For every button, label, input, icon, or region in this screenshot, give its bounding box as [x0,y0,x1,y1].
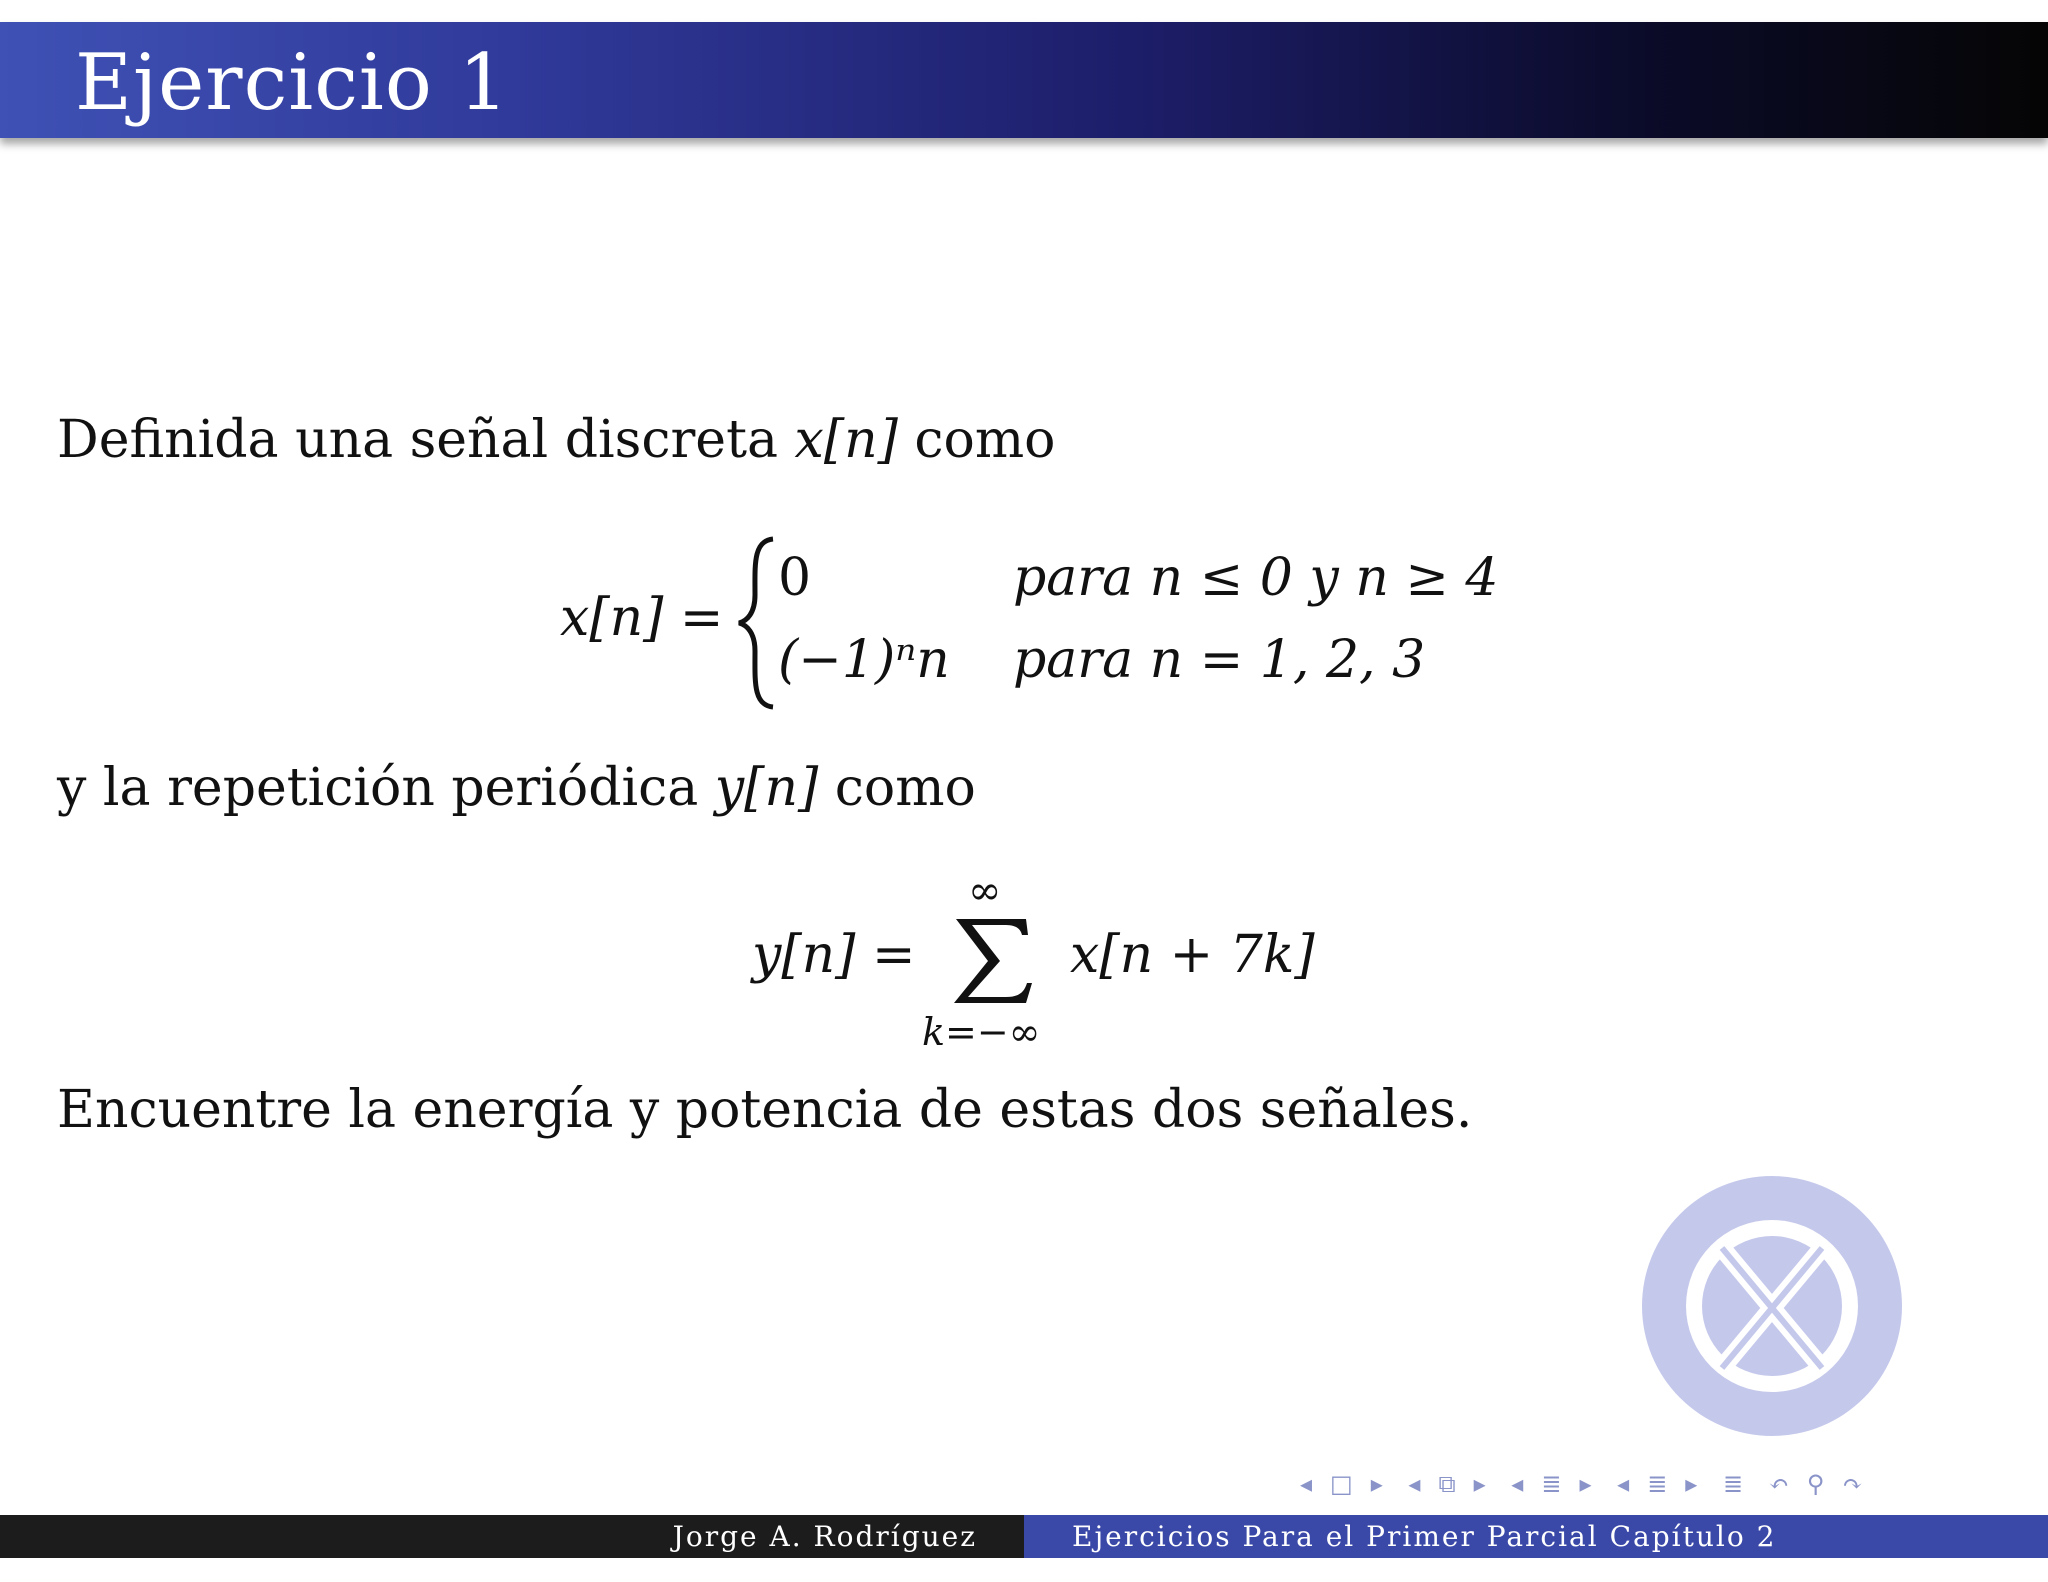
intro-tail: como [914,410,1056,470]
intro-text: Definida una señal discreta [57,410,778,470]
section-icon[interactable]: ≣ [1541,1470,1562,1498]
footer-author-section [0,1515,1024,1558]
sum-summand: x[n + 7k] [1070,925,1315,985]
redo-icon[interactable]: ↷ [1842,1470,1863,1498]
sigma-icon [950,915,1032,1005]
arrow-left-icon[interactable]: ◂ [1511,1470,1524,1498]
arrow-left-icon[interactable]: ◂ [1617,1470,1630,1498]
sum-lower-limit: k=−∞ [922,1010,1041,1054]
case1-value: 0 [778,548,812,608]
footer-subtitle: Ejercicios Para el Primer Parcial Capítulo 2 [1072,1520,1777,1553]
sum-upper-limit: ∞ [968,868,1002,914]
arrow-right-icon[interactable]: ▸ [1579,1470,1592,1498]
arrow-right-icon[interactable]: ▸ [1685,1470,1698,1498]
intro-variable: x[n] [794,410,898,470]
arrow-right-icon[interactable]: ▸ [1370,1470,1383,1498]
left-brace-icon [733,535,781,710]
list-icon[interactable]: ≣ [1647,1470,1668,1498]
subsection-icon[interactable]: ⧉ [1438,1470,1456,1498]
align-icon[interactable]: ≣ [1722,1470,1744,1498]
top-margin [0,0,2048,22]
frame-title-bar [0,22,2048,138]
footer-title-section [1024,1515,2048,1558]
sum-lhs: y[n] = [752,925,916,985]
second-text: y la repetición periódica [57,758,699,818]
case2-condition: para n = 1, 2, 3 [1013,630,1426,690]
second-variable: y[n] [714,758,819,818]
question-text: Encuentre la energía y potencia de estas dos señales. [57,1080,1473,1140]
undo-icon[interactable]: ↶ [1768,1470,1789,1498]
second-paragraph [57,758,976,818]
navigation-bar [1300,1470,1881,1500]
case1-condition: para n ≤ 0 y n ≥ 4 [1013,548,1499,608]
search-icon[interactable]: ⚲ [1806,1470,1825,1498]
frame-icon[interactable]: □ [1330,1470,1353,1498]
frame-title: Ejercicio 1 [75,38,510,128]
arrow-left-icon[interactable]: ◂ [1300,1470,1313,1498]
case2-value: (−1)ⁿn [778,630,950,690]
intro-paragraph [57,410,1055,470]
university-logo [1638,1172,1906,1440]
second-tail: como [834,758,976,818]
arrow-right-icon[interactable]: ▸ [1473,1470,1486,1498]
piecewise-lhs: x[n] = [560,588,724,648]
footer-author: Jorge A. Rodríguez [672,1520,977,1553]
arrow-left-icon[interactable]: ◂ [1408,1470,1421,1498]
footer-bar [0,1515,2048,1558]
